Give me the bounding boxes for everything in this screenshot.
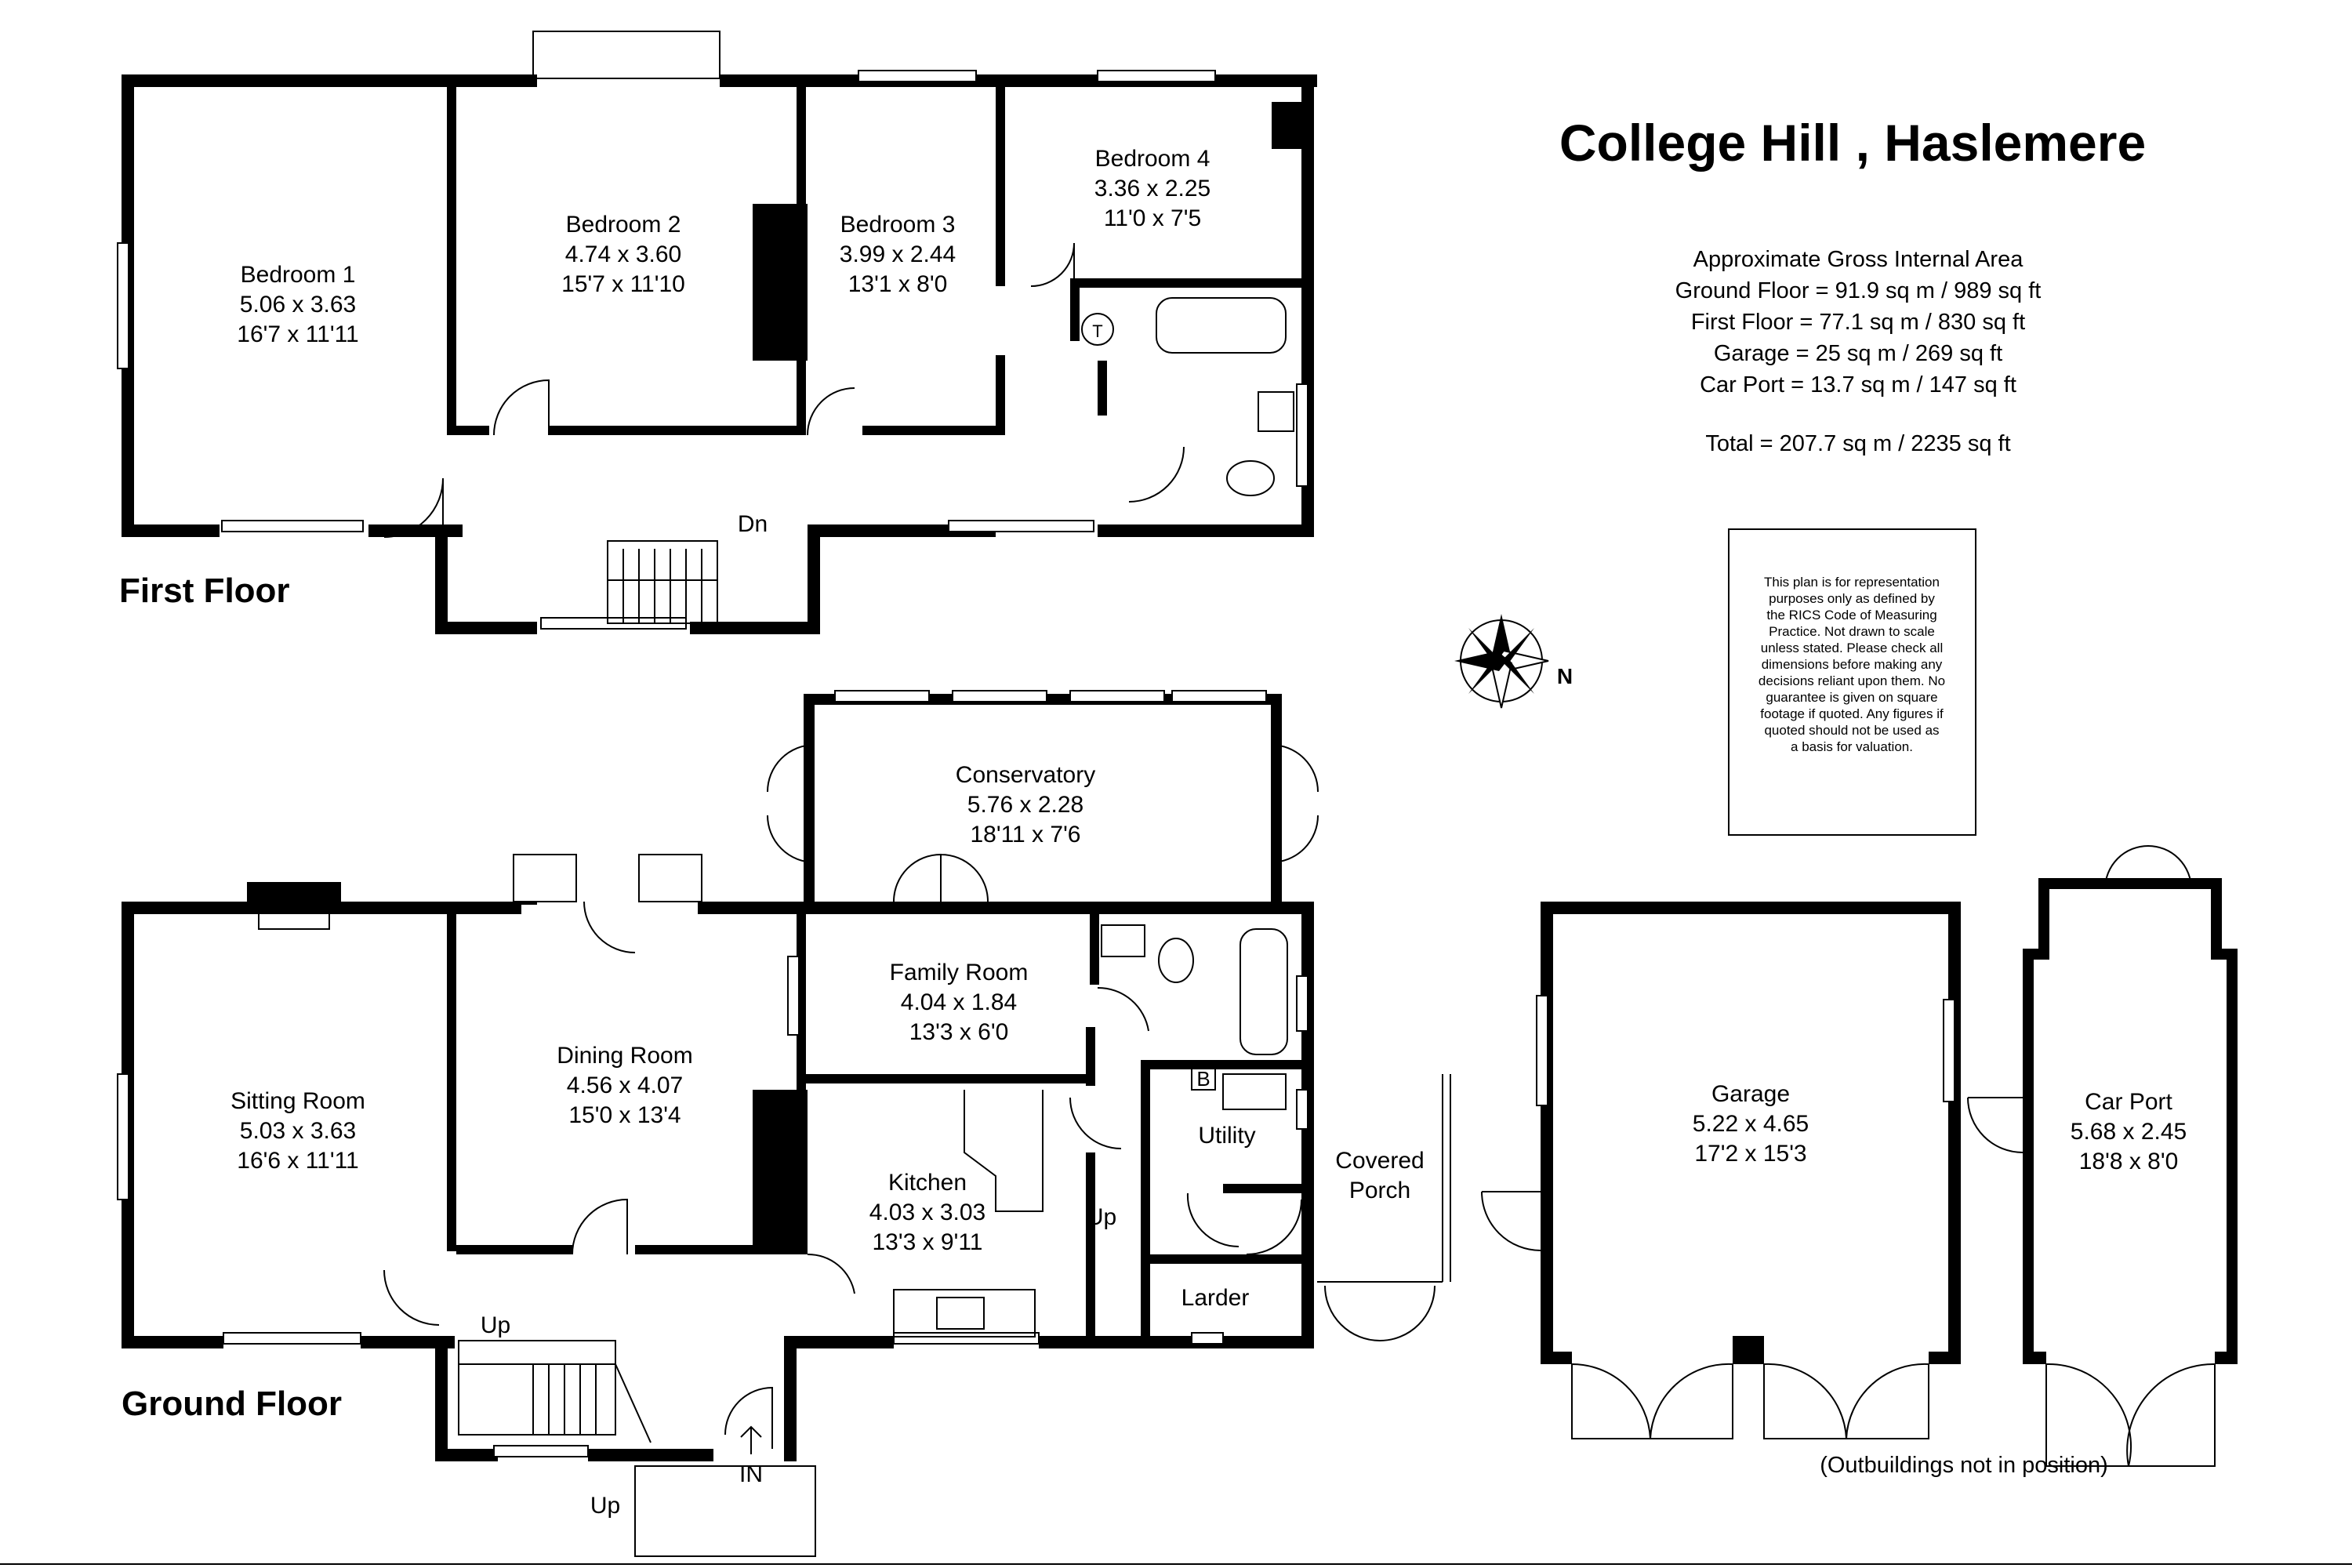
stairs-up-label: Up [480,1312,511,1338]
conservatory-name: Conservatory [955,762,1096,788]
bedroom4-imperial: 11'0 x 7'5 [1103,205,1202,231]
dining-room-imperial: 15'0 x 13'4 [568,1102,681,1128]
bedroom2-name: Bedroom 2 [565,212,681,238]
boiler-marker: B [1196,1067,1210,1091]
entrance-in-label: IN [739,1461,763,1487]
ground-floor-label: Ground Floor [122,1385,343,1423]
area-garage: Garage = 25 sq m / 269 sq ft [1713,341,2003,366]
garage-imperial: 17'2 x 15'3 [1694,1141,1807,1167]
dining-room-name: Dining Room [557,1043,693,1069]
disclaimer-box [1729,529,1976,835]
larder-name: Larder [1181,1285,1250,1311]
ground-floor-plan [118,691,1450,1556]
bedroom2-metric: 4.74 x 3.60 [564,241,682,267]
ground-floor-stairs [459,1341,651,1443]
disclaimer-line: a basis for valuation. [1791,739,1913,754]
sitting-room-imperial: 16'6 x 11'11 [237,1148,359,1174]
kitchen-metric: 4.03 x 3.03 [869,1200,986,1225]
bedroom1-imperial: 16'7 x 11'11 [237,321,359,347]
area-car-port: Car Port = 13.7 sq m / 147 sq ft [1700,372,2016,397]
car-port-imperial: 18'8 x 8'0 [2078,1149,2179,1174]
conservatory-imperial: 18'11 x 7'6 [970,822,1081,848]
bedroom4-metric: 3.36 x 2.25 [1094,176,1211,201]
property-title: College Hill , Haslemere [1559,114,2147,172]
car-port-name: Car Port [2085,1089,2172,1115]
bedroom3-metric: 3.99 x 2.44 [839,241,956,267]
outbuildings-note: (Outbuildings not in position) [1820,1453,2108,1478]
family-room-metric: 4.04 x 1.84 [900,989,1018,1015]
garage-plan [1482,902,1961,1439]
compass-icon [1454,614,1548,708]
area-ground-floor: Ground Floor = 91.9 sq m / 989 sq ft [1675,278,2042,303]
disclaimer-line: purposes only as defined by [1769,591,1935,606]
porch-line2: Porch [1348,1178,1411,1203]
bedroom1-name: Bedroom 1 [240,262,356,288]
disclaimer-line: quoted should not be used as [1764,723,1940,738]
compass-north-label: N [1556,664,1573,688]
disclaimer-line: decisions reliant upon them. No [1758,673,1946,688]
dining-room-metric: 4.56 x 4.07 [566,1073,684,1098]
first-floor-plan [118,31,1317,634]
bedroom4-name: Bedroom 4 [1094,146,1210,172]
utility-name: Utility [1198,1123,1256,1149]
bedroom1-metric: 5.06 x 3.63 [239,292,357,318]
area-first-floor: First Floor = 77.1 sq m / 830 sq ft [1690,310,2026,335]
area-total: Total = 207.7 sq m / 2235 sq ft [1705,431,2011,456]
disclaimer-line: Practice. Not drawn to scale [1769,624,1935,639]
family-room-name: Family Room [889,960,1029,985]
disclaimer-line: This plan is for representation [1764,575,1940,590]
entrance-up-label: Up [590,1493,621,1519]
utility-up-label: Up [1086,1204,1117,1230]
disclaimer-line: footage if quoted. Any figures if [1760,706,1944,721]
disclaimer-line: the RICS Code of Measuring [1766,608,1937,622]
garage-name: Garage [1711,1081,1791,1107]
garage-metric: 5.22 x 4.65 [1692,1111,1809,1137]
bedroom2-imperial: 15'7 x 11'10 [561,271,685,297]
car-port-plan [1968,846,2238,1466]
kitchen-name: Kitchen [887,1170,967,1196]
first-floor-stairs [608,541,717,623]
kitchen-imperial: 13'3 x 9'11 [872,1229,983,1255]
tank-marker: T [1092,321,1103,341]
area-heading: Approximate Gross Internal Area [1693,247,2024,272]
disclaimer-line: guarantee is given on square [1766,690,1938,705]
disclaimer-line: unless stated. Please check all [1760,641,1944,655]
first-floor-label: First Floor [119,572,290,610]
sitting-room-metric: 5.03 x 3.63 [239,1118,357,1144]
conservatory-metric: 5.76 x 2.28 [967,792,1084,818]
bedroom3-name: Bedroom 3 [840,212,956,238]
car-port-metric: 5.68 x 2.45 [2070,1119,2187,1145]
bedroom3-imperial: 13'1 x 8'0 [848,271,948,297]
family-room-imperial: 13'3 x 6'0 [909,1019,1009,1045]
porch-line1: Covered [1335,1148,1425,1174]
stairs-down-label: Dn [737,511,768,537]
disclaimer-line: dimensions before making any [1761,657,1943,672]
sitting-room-name: Sitting Room [230,1088,365,1114]
entrance-arrow-icon [741,1427,761,1454]
